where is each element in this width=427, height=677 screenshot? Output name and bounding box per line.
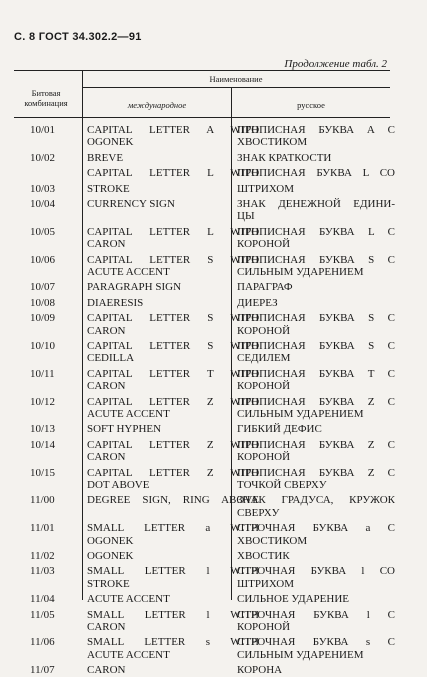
cell-line: BREVE (87, 151, 124, 164)
russian-name-cell (237, 439, 395, 464)
international-name-cell (87, 593, 259, 605)
cell-line: SOFT HYPHEN (87, 423, 162, 436)
russian-name-cell (237, 609, 395, 634)
cell-line: ХВОСТИКОМ (237, 534, 308, 547)
bit-combination-cell: 10/13 (30, 423, 56, 436)
cell-line: СИЛЬНЫМ УДАРЕНИЕМ (237, 648, 364, 661)
bit-combination-cell: 10/06 (30, 253, 56, 266)
cell-line: ПРОПИСНАЯ БУКВА Z С (237, 395, 395, 408)
russian-name-cell (237, 423, 395, 435)
name-header-divider (82, 87, 390, 88)
cell-line: CURRENCY SIGN (87, 198, 175, 210)
cell-line: ПРОПИСНАЯ БУКВА Т С (237, 367, 395, 380)
cell-line: КОРОНОЙ (237, 238, 291, 251)
cell-line: ПРОПИСНАЯ БУКВА L CO (237, 167, 395, 180)
cell-line: КОРОНОЙ (237, 451, 291, 464)
cell-line: SMALL LETTER a WITH (87, 522, 259, 535)
international-name-cell (87, 297, 259, 309)
cell-line: СИЛЬНЫМ УДАРЕНИЕМ (237, 266, 364, 278)
cell-line: SMALL LETTER l WITH (87, 565, 259, 578)
international-name-cell (87, 152, 259, 164)
bit-combination-cell: 11/02 (30, 550, 55, 562)
bit-combination-cell: 10/01 (30, 124, 56, 136)
cell-line: ЗНАК КРАТКОСТИ (237, 151, 332, 164)
cell-line: СВЕРХУ (237, 506, 280, 519)
cell-line: CARON (87, 380, 126, 393)
cell-line: ACUTE ACCENT (87, 593, 170, 606)
table-header-bottom-rule (14, 117, 390, 118)
cell-line: СТРОЧНАЯ БУКВА l С (237, 608, 395, 621)
cell-line: ПРОПИСНАЯ БУКВА S С (237, 340, 395, 352)
bit-combination-cell: 10/03 (30, 182, 56, 195)
bit-combination-cell: 11/04 (30, 593, 55, 606)
russian-name-cell (237, 467, 395, 492)
cell-line: DIAERESIS (87, 296, 144, 309)
column-header-bit-combination: Битовая комбинация (24, 88, 68, 108)
bit-combination-cell: 10/05 (30, 225, 56, 238)
cell-line: CARON (87, 621, 126, 633)
cell-line: CAPITAL LETTER S WITH (87, 253, 259, 266)
russian-name-cell (237, 593, 395, 605)
cell-line: ГИБКИЙ ДЕФИС (237, 423, 322, 436)
cell-line: OGONEK (87, 550, 134, 562)
bit-combination-cell: 10/09 (30, 312, 56, 325)
cell-line: ХВОСТИК (237, 550, 290, 562)
international-name-cell (87, 124, 259, 149)
cell-line: ЗНАК ГРАДУСА, КРУЖОК (237, 494, 395, 507)
cell-line: CAPITAL LETTER L WITH (87, 167, 259, 180)
bit-combination-cell: 10/10 (30, 340, 56, 352)
table-top-rule (14, 70, 390, 71)
bit-combination-cell: 10/02 (30, 151, 56, 164)
column-divider-bit (82, 70, 83, 600)
cell-line: КОРОНА (237, 664, 283, 677)
cell-line: ЦЫ (237, 210, 255, 223)
international-name-cell (87, 565, 259, 590)
international-name-cell (87, 609, 259, 634)
cell-line: ТОЧКОЙ СВЕРХУ (237, 479, 327, 491)
cell-line: СТРОЧНАЯ БУКВА l СО (237, 565, 395, 578)
russian-name-cell (237, 254, 395, 279)
cell-line: ACUTE ACCENT (87, 408, 170, 420)
bit-combination-cell: 10/14 (30, 438, 56, 451)
international-name-cell (87, 198, 259, 210)
cell-line: СЕДИЛЕМ (237, 352, 291, 365)
cell-line: СИЛЬНОЕ УДАРЕНИЕ (237, 593, 349, 606)
russian-name-cell (237, 396, 395, 421)
cell-line: CARON (87, 451, 126, 464)
bit-combination-cell: 11/00 (30, 494, 55, 507)
bit-combination-cell: 11/03 (30, 565, 55, 578)
cell-line: ПРОПИСНАЯ БУКВА S С (237, 312, 395, 325)
cell-line: CAPITAL LETTER A WITH (87, 124, 259, 136)
bit-combination-cell: 11/01 (30, 522, 55, 535)
cell-line: ЗНАК ДЕНЕЖНОЙ ЕДИНИ- (237, 198, 395, 210)
bit-combination-cell: 10/04 (30, 198, 56, 210)
bit-combination-cell: 10/08 (30, 296, 56, 309)
cell-line: CAPITAL LETTER T WITH (87, 367, 259, 380)
russian-name-cell (237, 664, 395, 676)
cell-line: CARON (87, 664, 126, 677)
russian-name-cell (237, 494, 395, 519)
russian-name-cell (237, 124, 395, 149)
international-name-cell (87, 550, 259, 562)
bit-combination-cell: 11/06 (30, 636, 55, 649)
column-header-international: международное (127, 100, 187, 110)
cell-line: ПРОПИСНАЯ БУКВА Z С (237, 438, 395, 451)
cell-line: КОРОНОЙ (237, 324, 291, 337)
cell-line: ACUTE ACCENT (87, 266, 170, 278)
cell-line: CAPITAL LETTER L WITH (87, 225, 259, 238)
russian-name-cell (237, 636, 395, 661)
page-header: С. 8 ГОСТ 34.302.2—91 (14, 31, 142, 43)
cell-line: SMALL LETTER l WITH (87, 608, 259, 621)
cell-line: КОРОНОЙ (237, 380, 291, 393)
cell-line: ПРОПИСНАЯ БУКВА Z С (237, 466, 395, 479)
bit-combination-cell: 10/15 (30, 466, 56, 479)
russian-name-cell (237, 550, 395, 562)
international-name-cell (87, 312, 259, 337)
international-name-cell (87, 636, 259, 661)
international-name-cell (87, 254, 259, 279)
cell-line: CAPITAL LETTER S WITH (87, 312, 259, 325)
international-name-cell (87, 664, 259, 676)
international-name-cell (87, 226, 259, 251)
bit-combination-cell: 10/11 (30, 367, 55, 380)
russian-name-cell (237, 565, 395, 590)
cell-line: CAPITAL LETTER Z WITH (87, 395, 259, 408)
international-name-cell (87, 368, 259, 393)
international-name-cell (87, 340, 259, 365)
column-header-name: Наименование (209, 74, 263, 84)
cell-line: ACUTE ACCENT (87, 648, 170, 661)
russian-name-cell (237, 368, 395, 393)
international-name-cell (87, 167, 259, 179)
cell-line: STROKE (87, 182, 130, 195)
cell-line: СИЛЬНЫМ УДАРЕНИЕМ (237, 408, 364, 420)
cell-line: STROKE (87, 577, 130, 590)
cell-line: DEGREE SIGN, RING ABOVE (87, 494, 259, 507)
cell-line: DOT ABOVE (87, 479, 150, 491)
bit-combination-cell: 10/07 (30, 281, 56, 294)
international-name-cell (87, 439, 259, 464)
russian-name-cell (237, 297, 395, 309)
cell-line: CEDILLA (87, 352, 135, 365)
column-header-russian: русское (297, 100, 325, 110)
cell-line: CARON (87, 238, 126, 251)
russian-name-cell (237, 312, 395, 337)
cell-line: PARAGRAPH SIGN (87, 281, 182, 294)
international-name-cell (87, 183, 259, 195)
russian-name-cell (237, 167, 395, 179)
cell-line: ПАРАГРАФ (237, 281, 293, 294)
bit-combination-cell: 11/05 (30, 608, 55, 621)
russian-name-cell (237, 340, 395, 365)
russian-name-cell (237, 198, 395, 223)
international-name-cell (87, 423, 259, 435)
international-name-cell (87, 467, 259, 492)
cell-line: ХВОСТИКОМ (237, 136, 308, 149)
russian-name-cell (237, 226, 395, 251)
cell-line: СТРОЧНАЯ БУКВА s С (237, 636, 395, 649)
cell-line: CAPITAL LETTER Z WITH (87, 466, 259, 479)
russian-name-cell (237, 522, 395, 547)
cell-line: СТРОЧНАЯ БУКВА а С (237, 522, 395, 535)
russian-name-cell (237, 152, 395, 164)
cell-line: ДИЕРЕЗ (237, 296, 278, 309)
cell-line: ШТРИХОМ (237, 182, 294, 195)
cell-line: ПРОПИСНАЯ БУКВА L С (237, 225, 395, 238)
cell-line: КОРОНОЙ (237, 621, 291, 633)
international-name-cell (87, 522, 259, 547)
cell-line: CARON (87, 324, 126, 337)
cell-line: CAPITAL LETTER S WITH (87, 340, 259, 352)
cell-line: SMALL LETTER s WITH (87, 636, 259, 649)
bit-combination-cell: 10/12 (30, 395, 56, 408)
cell-line: ПРОПИСНАЯ БУКВА S С (237, 253, 395, 266)
russian-name-cell (237, 183, 395, 195)
cell-line: ПРОПИСНАЯ БУКВА А С (237, 124, 395, 136)
international-name-cell (87, 396, 259, 421)
bit-combination-cell: 11/07 (30, 664, 55, 677)
continuation-note: Продолжение табл. 2 (284, 58, 387, 70)
international-name-cell (87, 494, 259, 506)
international-name-cell (87, 281, 259, 293)
cell-line: CAPITAL LETTER Z WITH (87, 438, 259, 451)
cell-line: OGONEK (87, 136, 134, 149)
cell-line: ШТРИХОМ (237, 577, 294, 590)
cell-line: OGONEK (87, 534, 134, 547)
russian-name-cell (237, 281, 395, 293)
